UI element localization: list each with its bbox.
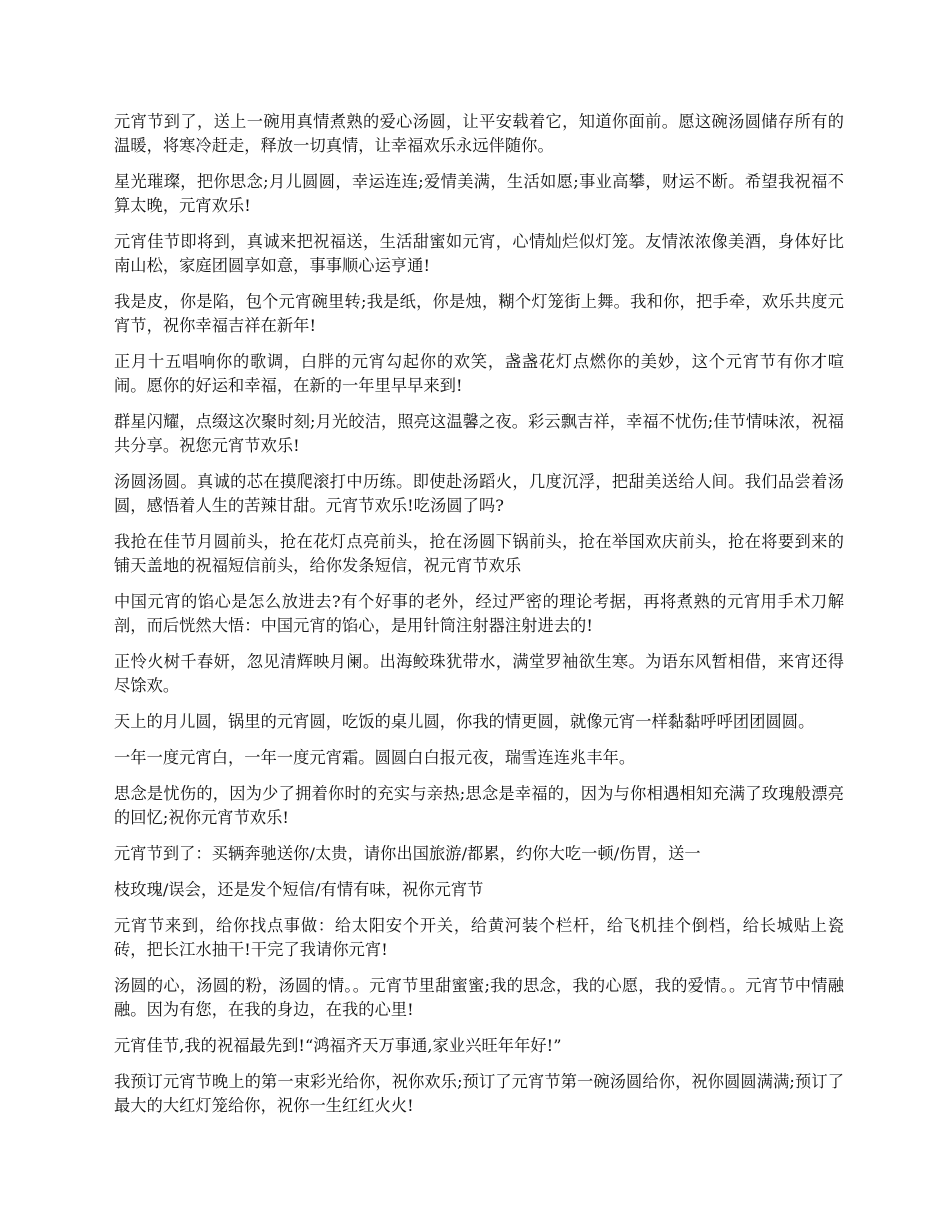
paragraph: 天上的月儿圆，锅里的元宵圆，吃饭的桌儿圆，你我的情更圆，就像元宵一样黏黏呼呼团团圆圆。 [114, 712, 815, 731]
paragraph: 星光璀璨，把你思念;月儿圆圆，幸运连连;爱情美满，生活如愿;事业高攀，财运不断。希望我祝福不算太晚，元宵欢乐! [114, 172, 844, 215]
paragraph: 我是皮，你是陷，包个元宵碗里转;我是纸，你是烛，糊个灯笼街上舞。我和你，把手牵，欢乐共度元宵节，祝你幸福吉祥在新年! [114, 292, 844, 335]
paragraph: 元宵节到了：买辆奔驰送你/太贵，请你出国旅游/都累，约你大吃一顿/伤胃，送一 [114, 844, 701, 863]
paragraph: 我抢在佳节月圆前头，抢在花灯点亮前头，抢在汤圆下锅前头，抢在举国欢庆前头，抢在将要到来的铺天盖地的祝福短信前头，给你发条短信，祝元宵节欢乐 [114, 532, 844, 575]
paragraph: 思念是忧伤的，因为少了拥着你时的充实与亲热;思念是幸福的，因为与你相遇相知充满了玫瑰般漂亮的回忆;祝你元宵节欢乐! [114, 784, 844, 827]
paragraph: 元宵节来到，给你找点事做：给太阳安个开关，给黄河装个栏杆，给飞机挂个倒档，给长城贴上瓷砖，把长江水抽干!干完了我请你元宵! [114, 916, 844, 959]
paragraph: 元宵佳节即将到，真诚来把祝福送，生活甜蜜如元宵，心情灿烂似灯笼。友情浓浓像美酒，身体好比南山松，家庭团圆享如意，事事顺心运亨通! [114, 232, 844, 275]
paragraph: 群星闪耀，点缀这次聚时刻;月光皎洁，照亮这温馨之夜。彩云飘吉祥，幸福不忧伤;佳节情味浓，祝福共分享。祝您元宵节欢乐! [114, 412, 844, 455]
document-body [114, 110, 844, 1130]
paragraph: 汤圆汤圆。真诚的芯在摸爬滚打中历练。即使赴汤蹈火，几度沉浮，把甜美送给人间。我们品尝着汤圆，感悟着人生的苦辣甘甜。元宵节欢乐!吃汤圆了吗? [114, 472, 844, 515]
paragraph: 正月十五唱响你的歌调，白胖的元宵勾起你的欢笑，盏盏花灯点燃你的美妙，这个元宵节有你才喧闹。愿你的好运和幸福，在新的一年里早早来到! [114, 352, 844, 395]
paragraph: 元宵节到了，送上一碗用真情煮熟的爱心汤圆，让平安载着它，知道你面前。愿这碗汤圆储存所有的温暖，将寒冷赶走，释放一切真情，让幸福欢乐永远伴随你。 [114, 112, 844, 155]
paragraph: 我预订元宵节晚上的第一束彩光给你，祝你欢乐;预订了元宵节第一碗汤圆给你，祝你圆圆满满;预订了最大的大红灯笼给你，祝你一生红红火火! [114, 1072, 844, 1115]
paragraph: 枝玫瑰/误会，还是发个短信/有情有味，祝你元宵节 [114, 880, 484, 899]
paragraph: 元宵佳节,我的祝福最先到!“鸿福齐天万事通,家业兴旺年年好!” [114, 1036, 562, 1055]
paragraph: 汤圆的心，汤圆的粉，汤圆的情。。元宵节里甜蜜蜜;我的思念，我的心愿，我的爱情。。元宵节中情融融。因为有您，在我的身边，在我的心里! [114, 976, 844, 1019]
paragraph: 中国元宵的馅心是怎么放进去?有个好事的老外，经过严密的理论考据，再将煮熟的元宵用手术刀解剖，而后恍然大悟：中国元宵的馅心，是用针筒注射器注射进去的! [114, 592, 844, 635]
paragraph: 正怜火树千春妍，忽见清辉映月阑。出海鲛珠犹带水，满堂罗袖欲生寒。为语东风暂相借，来宵还得尽馀欢。 [114, 652, 844, 695]
paragraph: 一年一度元宵白，一年一度元宵霜。圆圆白白报元夜，瑞雪连连兆丰年。 [114, 748, 636, 767]
